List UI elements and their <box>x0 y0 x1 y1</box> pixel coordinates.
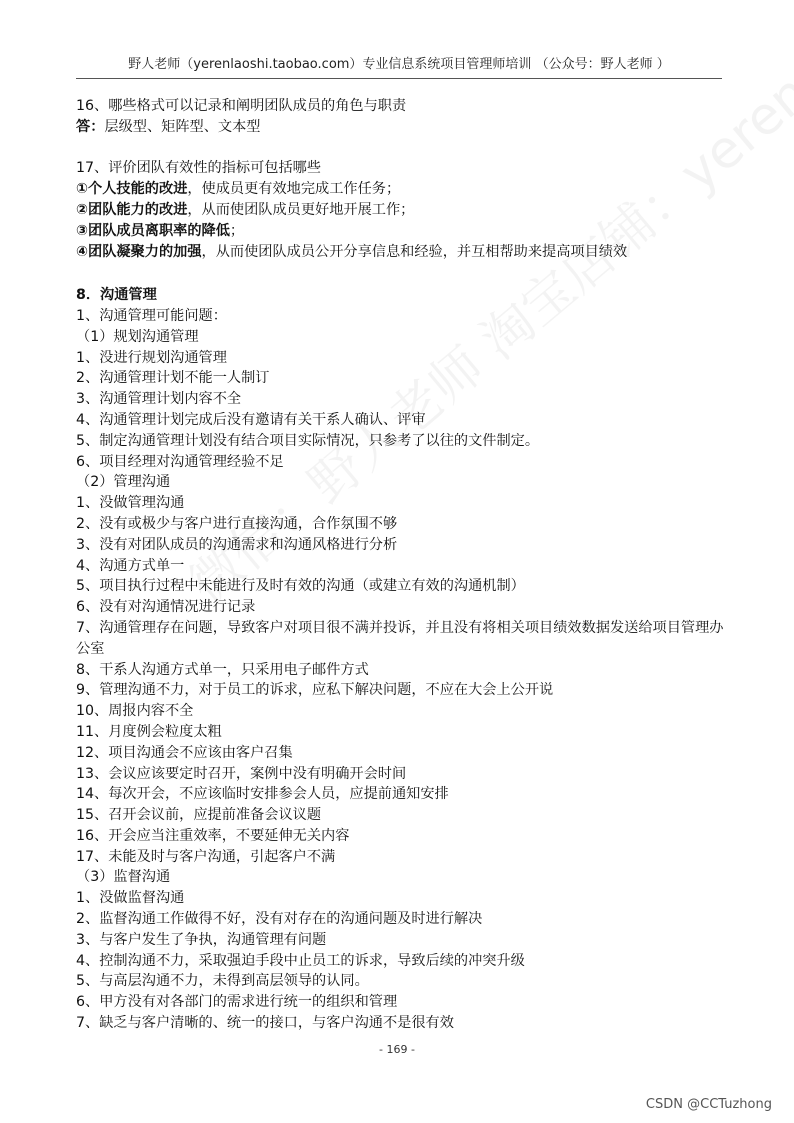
q16-question: 16、哪些格式可以记录和阐明团队成员的角色与职责 <box>76 98 407 114</box>
section-8-intro: 1、沟通管理可能问题： <box>76 307 227 324</box>
list-item: 3、沟通管理计划内容不全 <box>76 391 242 408</box>
q17-question: 17、评价团队有效性的指标可包括哪些 <box>76 160 322 177</box>
list-item: 10、周报内容不全 <box>76 703 194 720</box>
manage-communication-title: （2）管理沟通 <box>76 474 171 491</box>
list-item: 4、控制沟通不力，采取强迫手段中止员工的诉求，导致后续的冲突升级 <box>76 952 525 969</box>
plan-communication-title: （1）规划沟通管理 <box>76 328 199 345</box>
list-item: 8、干系人沟通方式单一，只采用电子邮件方式 <box>76 661 369 678</box>
q17-item-text: ； <box>229 222 245 239</box>
q16-answer <box>76 117 726 138</box>
q17-item-text: ，从而使团队成员更好地开展工作； <box>187 201 415 218</box>
q17-item-text: ，从而使团队成员公开分享信息和经验，并互相帮助来提高项目绩效 <box>201 243 628 260</box>
q17-item-bold: ④团队凝聚力的加强 <box>76 243 202 260</box>
list-item: 6、甲方没有对各部门的需求进行统一的组织和管理 <box>76 994 398 1011</box>
list-item: 1、没做管理沟通 <box>76 495 185 512</box>
answer-label: 答： <box>76 118 105 135</box>
q17-item <box>76 200 726 221</box>
list-item: 11、月度例会粒度太粗 <box>76 723 222 740</box>
list-item: 7、缺乏与客户清晰的、统一的接口，与客户沟通不是很有效 <box>76 1015 454 1032</box>
list-item: 12、项目沟通会不应该由客户召集 <box>76 744 293 761</box>
answer-text: 层级型、矩阵型、文本型 <box>104 118 261 135</box>
list-item: 3、没有对团队成员的沟通需求和沟通风格进行分析 <box>76 536 398 553</box>
document-body <box>76 96 726 1034</box>
list-item: 6、项目经理对沟通管理经验不足 <box>76 453 284 470</box>
list-item: 1、没进行规划沟通管理 <box>76 349 227 366</box>
list-item: 4、沟通管理计划完成后没有邀请有关干系人确认、评审 <box>76 411 426 428</box>
q17-item <box>76 242 726 263</box>
list-item: 5、制定沟通管理计划没有结合项目实际情况，只参考了以往的文件制定。 <box>76 432 540 449</box>
list-item: 5、与高层沟通不力，未得到高层领导的认同。 <box>76 973 369 990</box>
list-item: 13、会议应该要定时召开，案例中没有明确开会时间 <box>76 765 407 782</box>
list-item: 2、没有或极少与客户进行直接沟通，合作氛围不够 <box>76 515 398 532</box>
list-item: 3、与客户发生了争执，沟通管理有问题 <box>76 931 327 948</box>
list-item: 7、沟通管理存在问题，导致客户对项目很不满并投诉，并且没有将相关项目绩效数据发送给项目管理办公室 <box>76 619 724 657</box>
list-item: 1、没做监督沟通 <box>76 890 185 907</box>
q17-item <box>76 221 726 242</box>
list-item: 15、召开会议前，应提前准备会议议题 <box>76 807 322 824</box>
monitor-communication-title: （3）监督沟通 <box>76 869 171 886</box>
list-item: 6、没有对沟通情况进行记录 <box>76 599 256 616</box>
list-item: 4、沟通方式单一 <box>76 557 185 574</box>
q17-item-bold: ①个人技能的改进 <box>76 181 188 198</box>
list-item: 9、管理沟通不力，对于员工的诉求，应私下解决问题，不应在大会上公开说 <box>76 682 554 699</box>
q17-item <box>76 179 726 200</box>
csdn-credit: CSDN @CCTuzhong <box>645 1097 772 1112</box>
list-item: 14、每次开会，不应该临时安排参会人员，应提前通知安排 <box>76 786 449 803</box>
q17-item-text: ，使成员更有效地完成工作任务； <box>187 181 401 198</box>
section-8-title: 8．沟通管理 <box>76 287 157 304</box>
list-item: 2、沟通管理计划不能一人制订 <box>76 370 270 387</box>
page-header: 野人老师（yerenlaoshi.taobao.com）专业信息系统项目管理师培训 （公众号：野人老师 ） <box>76 56 722 79</box>
q17-item-bold: ②团队能力的改进 <box>76 201 188 218</box>
page-number: - 169 - <box>379 1043 415 1056</box>
list-item: 2、监督沟通工作做得不好，没有对存在的沟通问题及时进行解决 <box>76 911 483 928</box>
list-item: 16、开会应当注重效率，不要延伸无关内容 <box>76 827 350 844</box>
list-item: 17、未能及时与客户沟通，引起客户不满 <box>76 848 336 865</box>
q17-item-bold: ③团队成员离职率的降低 <box>76 222 230 239</box>
list-item: 5、项目执行过程中未能进行及时有效的沟通（或建立有效的沟通机制） <box>76 578 525 595</box>
